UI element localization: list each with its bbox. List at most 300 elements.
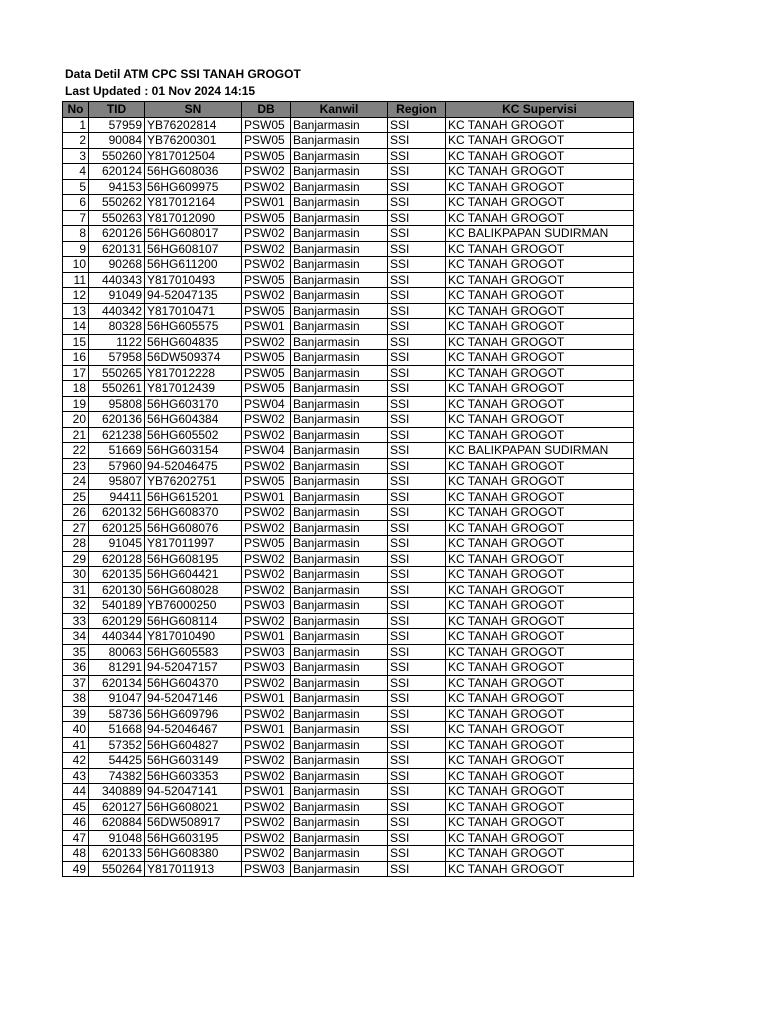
cell-tid: 51668 — [89, 722, 145, 738]
cell-tid: 550263 — [89, 210, 145, 226]
cell-sn: 56HG608021 — [145, 799, 242, 815]
table-row — [63, 210, 634, 226]
cell-no: 16 — [63, 350, 89, 366]
cell-kc-supervisi: KC TANAH GROGOT — [446, 551, 634, 567]
cell-db: PSW02 — [242, 830, 291, 846]
cell-kanwil: Banjarmasin — [291, 784, 388, 800]
cell-kc-supervisi: KC TANAH GROGOT — [446, 319, 634, 335]
cell-kc-supervisi: KC TANAH GROGOT — [446, 846, 634, 862]
table-row — [63, 567, 634, 583]
cell-db: PSW02 — [242, 768, 291, 784]
cell-db: PSW02 — [242, 257, 291, 273]
cell-region: SSI — [388, 536, 446, 552]
cell-no: 17 — [63, 365, 89, 381]
cell-region: SSI — [388, 350, 446, 366]
cell-kc-supervisi: KC TANAH GROGOT — [446, 334, 634, 350]
cell-kc-supervisi: KC TANAH GROGOT — [446, 830, 634, 846]
cell-sn: 56HG608028 — [145, 582, 242, 598]
cell-tid: 80328 — [89, 319, 145, 335]
cell-kanwil: Banjarmasin — [291, 660, 388, 676]
cell-tid: 620135 — [89, 567, 145, 583]
table-row — [63, 613, 634, 629]
cell-region: SSI — [388, 412, 446, 428]
cell-tid: 94153 — [89, 179, 145, 195]
table-row — [63, 644, 634, 660]
cell-db: PSW04 — [242, 396, 291, 412]
column-header-kc-supervisi: KC Supervisi — [446, 102, 634, 118]
cell-sn: 56HG603353 — [145, 768, 242, 784]
cell-tid: 95807 — [89, 474, 145, 490]
cell-db: PSW01 — [242, 629, 291, 645]
table-row — [63, 505, 634, 521]
cell-kanwil: Banjarmasin — [291, 830, 388, 846]
cell-kanwil: Banjarmasin — [291, 226, 388, 242]
table-row — [63, 365, 634, 381]
cell-db: PSW05 — [242, 210, 291, 226]
cell-tid: 620129 — [89, 613, 145, 629]
cell-tid: 90268 — [89, 257, 145, 273]
cell-tid: 74382 — [89, 768, 145, 784]
cell-kc-supervisi: KC TANAH GROGOT — [446, 582, 634, 598]
cell-tid: 91047 — [89, 691, 145, 707]
table-row — [63, 799, 634, 815]
cell-sn: Y817010493 — [145, 272, 242, 288]
table-row — [63, 846, 634, 862]
cell-sn: 94-52047157 — [145, 660, 242, 676]
cell-tid: 620127 — [89, 799, 145, 815]
cell-sn: 56HG608076 — [145, 520, 242, 536]
cell-region: SSI — [388, 241, 446, 257]
cell-region: SSI — [388, 784, 446, 800]
cell-sn: Y817011997 — [145, 536, 242, 552]
cell-region: SSI — [388, 179, 446, 195]
cell-sn: 56DW509374 — [145, 350, 242, 366]
cell-tid: 540189 — [89, 598, 145, 614]
cell-kanwil: Banjarmasin — [291, 412, 388, 428]
cell-sn: 56HG608380 — [145, 846, 242, 862]
cell-no: 3 — [63, 148, 89, 164]
cell-no: 19 — [63, 396, 89, 412]
cell-no: 15 — [63, 334, 89, 350]
cell-db: PSW02 — [242, 582, 291, 598]
cell-db: PSW02 — [242, 520, 291, 536]
cell-tid: 340889 — [89, 784, 145, 800]
cell-kanwil: Banjarmasin — [291, 272, 388, 288]
cell-kc-supervisi: KC TANAH GROGOT — [446, 706, 634, 722]
table-row — [63, 675, 634, 691]
cell-no: 8 — [63, 226, 89, 242]
cell-region: SSI — [388, 644, 446, 660]
cell-region: SSI — [388, 613, 446, 629]
cell-db: PSW01 — [242, 691, 291, 707]
cell-db: PSW05 — [242, 148, 291, 164]
cell-sn: 56HG609975 — [145, 179, 242, 195]
cell-db: PSW05 — [242, 536, 291, 552]
cell-no: 42 — [63, 753, 89, 769]
cell-no: 11 — [63, 272, 89, 288]
cell-db: PSW01 — [242, 489, 291, 505]
cell-tid: 620136 — [89, 412, 145, 428]
cell-region: SSI — [388, 722, 446, 738]
cell-kc-supervisi: KC TANAH GROGOT — [446, 567, 634, 583]
table-row — [63, 489, 634, 505]
cell-kc-supervisi: KC TANAH GROGOT — [446, 458, 634, 474]
table-row — [63, 737, 634, 753]
cell-kc-supervisi: KC TANAH GROGOT — [446, 505, 634, 521]
cell-kc-supervisi: KC TANAH GROGOT — [446, 722, 634, 738]
cell-no: 10 — [63, 257, 89, 273]
cell-kc-supervisi: KC TANAH GROGOT — [446, 195, 634, 211]
cell-sn: 56HG605502 — [145, 427, 242, 443]
cell-kc-supervisi: KC TANAH GROGOT — [446, 598, 634, 614]
cell-no: 18 — [63, 381, 89, 397]
cell-sn: 56HG605583 — [145, 644, 242, 660]
cell-db: PSW02 — [242, 288, 291, 304]
cell-kc-supervisi: KC TANAH GROGOT — [446, 799, 634, 815]
cell-db: PSW03 — [242, 861, 291, 877]
table-row — [63, 179, 634, 195]
cell-db: PSW01 — [242, 319, 291, 335]
column-header-kanwil: Kanwil — [291, 102, 388, 118]
cell-db: PSW02 — [242, 241, 291, 257]
cell-kanwil: Banjarmasin — [291, 319, 388, 335]
cell-no: 41 — [63, 737, 89, 753]
cell-no: 49 — [63, 861, 89, 877]
cell-kc-supervisi: KC TANAH GROGOT — [446, 815, 634, 831]
cell-db: PSW01 — [242, 722, 291, 738]
cell-kc-supervisi: KC TANAH GROGOT — [446, 117, 634, 133]
cell-no: 1 — [63, 117, 89, 133]
table-row — [63, 691, 634, 707]
cell-kanwil: Banjarmasin — [291, 164, 388, 180]
cell-kanwil: Banjarmasin — [291, 737, 388, 753]
cell-sn: 56HG611200 — [145, 257, 242, 273]
table-row — [63, 164, 634, 180]
cell-no: 4 — [63, 164, 89, 180]
cell-region: SSI — [388, 691, 446, 707]
cell-region: SSI — [388, 489, 446, 505]
cell-region: SSI — [388, 551, 446, 567]
table-row — [63, 629, 634, 645]
cell-db: PSW02 — [242, 675, 291, 691]
cell-region: SSI — [388, 753, 446, 769]
cell-kc-supervisi: KC BALIKPAPAN SUDIRMAN — [446, 226, 634, 242]
cell-region: SSI — [388, 303, 446, 319]
cell-kanwil: Banjarmasin — [291, 489, 388, 505]
cell-kanwil: Banjarmasin — [291, 582, 388, 598]
cell-no: 48 — [63, 846, 89, 862]
table-row — [63, 133, 634, 149]
table-row — [63, 412, 634, 428]
cell-tid: 620128 — [89, 551, 145, 567]
cell-region: SSI — [388, 768, 446, 784]
table-row — [63, 427, 634, 443]
table-body — [63, 117, 634, 877]
cell-db: PSW05 — [242, 350, 291, 366]
cell-kc-supervisi: KC TANAH GROGOT — [446, 210, 634, 226]
cell-kc-supervisi: KC TANAH GROGOT — [446, 613, 634, 629]
cell-tid: 1122 — [89, 334, 145, 350]
cell-region: SSI — [388, 675, 446, 691]
cell-tid: 550265 — [89, 365, 145, 381]
cell-db: PSW02 — [242, 846, 291, 862]
cell-kanwil: Banjarmasin — [291, 117, 388, 133]
table-row — [63, 272, 634, 288]
cell-kc-supervisi: KC TANAH GROGOT — [446, 536, 634, 552]
cell-no: 36 — [63, 660, 89, 676]
cell-kc-supervisi: KC TANAH GROGOT — [446, 396, 634, 412]
cell-kanwil: Banjarmasin — [291, 691, 388, 707]
cell-kanwil: Banjarmasin — [291, 365, 388, 381]
cell-no: 30 — [63, 567, 89, 583]
cell-sn: Y817012504 — [145, 148, 242, 164]
cell-kc-supervisi: KC TANAH GROGOT — [446, 427, 634, 443]
table-row — [63, 303, 634, 319]
cell-region: SSI — [388, 458, 446, 474]
cell-kanwil: Banjarmasin — [291, 396, 388, 412]
cell-kc-supervisi: KC TANAH GROGOT — [446, 660, 634, 676]
cell-no: 32 — [63, 598, 89, 614]
cell-tid: 57959 — [89, 117, 145, 133]
cell-region: SSI — [388, 861, 446, 877]
cell-no: 14 — [63, 319, 89, 335]
cell-kc-supervisi: KC TANAH GROGOT — [446, 691, 634, 707]
column-header-region: Region — [388, 102, 446, 118]
last-updated-text: Last Updated : 01 Nov 2024 14:15 — [65, 84, 256, 98]
column-header-db: DB — [242, 102, 291, 118]
cell-no: 2 — [63, 133, 89, 149]
table-row — [63, 582, 634, 598]
cell-tid: 91045 — [89, 536, 145, 552]
cell-tid: 94411 — [89, 489, 145, 505]
cell-kanwil: Banjarmasin — [291, 551, 388, 567]
cell-no: 40 — [63, 722, 89, 738]
cell-tid: 620884 — [89, 815, 145, 831]
table-row — [63, 396, 634, 412]
cell-kc-supervisi: KC TANAH GROGOT — [446, 272, 634, 288]
cell-no: 5 — [63, 179, 89, 195]
cell-kanwil: Banjarmasin — [291, 350, 388, 366]
cell-region: SSI — [388, 257, 446, 273]
cell-region: SSI — [388, 164, 446, 180]
cell-kc-supervisi: KC TANAH GROGOT — [446, 303, 634, 319]
cell-kanwil: Banjarmasin — [291, 768, 388, 784]
cell-sn: 94-52046475 — [145, 458, 242, 474]
cell-sn: 56HG604384 — [145, 412, 242, 428]
cell-kanwil: Banjarmasin — [291, 799, 388, 815]
cell-kc-supervisi: KC TANAH GROGOT — [446, 350, 634, 366]
cell-db: PSW03 — [242, 598, 291, 614]
cell-region: SSI — [388, 117, 446, 133]
cell-no: 6 — [63, 195, 89, 211]
cell-region: SSI — [388, 443, 446, 459]
cell-sn: 56HG605575 — [145, 319, 242, 335]
table-row — [63, 474, 634, 490]
cell-tid: 91049 — [89, 288, 145, 304]
cell-kc-supervisi: KC TANAH GROGOT — [446, 288, 634, 304]
cell-tid: 620131 — [89, 241, 145, 257]
cell-tid: 550264 — [89, 861, 145, 877]
cell-db: PSW04 — [242, 443, 291, 459]
cell-kanwil: Banjarmasin — [291, 861, 388, 877]
cell-db: PSW02 — [242, 334, 291, 350]
cell-no: 29 — [63, 551, 89, 567]
cell-kc-supervisi: KC TANAH GROGOT — [446, 241, 634, 257]
cell-sn: 94-52047146 — [145, 691, 242, 707]
cell-region: SSI — [388, 629, 446, 645]
cell-kc-supervisi: KC TANAH GROGOT — [446, 381, 634, 397]
table-row — [63, 706, 634, 722]
cell-db: PSW02 — [242, 706, 291, 722]
cell-kc-supervisi: KC TANAH GROGOT — [446, 753, 634, 769]
cell-sn: YB76202751 — [145, 474, 242, 490]
cell-kanwil: Banjarmasin — [291, 195, 388, 211]
cell-sn: Y817010471 — [145, 303, 242, 319]
cell-sn: 56HG603149 — [145, 753, 242, 769]
cell-region: SSI — [388, 799, 446, 815]
cell-region: SSI — [388, 396, 446, 412]
table-row — [63, 117, 634, 133]
table-row — [63, 241, 634, 257]
cell-tid: 440342 — [89, 303, 145, 319]
cell-no: 35 — [63, 644, 89, 660]
cell-kanwil: Banjarmasin — [291, 675, 388, 691]
cell-kc-supervisi: KC TANAH GROGOT — [446, 644, 634, 660]
cell-no: 33 — [63, 613, 89, 629]
cell-no: 46 — [63, 815, 89, 831]
cell-kanwil: Banjarmasin — [291, 443, 388, 459]
cell-no: 43 — [63, 768, 89, 784]
table-row — [63, 350, 634, 366]
cell-region: SSI — [388, 737, 446, 753]
cell-no: 28 — [63, 536, 89, 552]
cell-kc-supervisi: KC TANAH GROGOT — [446, 768, 634, 784]
cell-sn: 94-52047141 — [145, 784, 242, 800]
cell-tid: 51669 — [89, 443, 145, 459]
table-row — [63, 381, 634, 397]
cell-no: 27 — [63, 520, 89, 536]
document-title: Data Detil ATM CPC SSI TANAH GROGOT — [65, 67, 301, 81]
cell-tid: 80063 — [89, 644, 145, 660]
cell-tid: 57352 — [89, 737, 145, 753]
table-row — [63, 458, 634, 474]
cell-kanwil: Banjarmasin — [291, 427, 388, 443]
cell-region: SSI — [388, 195, 446, 211]
cell-db: PSW05 — [242, 474, 291, 490]
cell-no: 20 — [63, 412, 89, 428]
cell-tid: 620125 — [89, 520, 145, 536]
cell-db: PSW02 — [242, 427, 291, 443]
cell-kanwil: Banjarmasin — [291, 257, 388, 273]
cell-db: PSW05 — [242, 117, 291, 133]
cell-kc-supervisi: KC BALIKPAPAN SUDIRMAN — [446, 443, 634, 459]
cell-kanwil: Banjarmasin — [291, 133, 388, 149]
cell-kanwil: Banjarmasin — [291, 753, 388, 769]
cell-region: SSI — [388, 288, 446, 304]
cell-sn: Y817012228 — [145, 365, 242, 381]
cell-no: 37 — [63, 675, 89, 691]
cell-no: 44 — [63, 784, 89, 800]
cell-region: SSI — [388, 505, 446, 521]
cell-tid: 57958 — [89, 350, 145, 366]
cell-kanwil: Banjarmasin — [291, 644, 388, 660]
cell-db: PSW05 — [242, 272, 291, 288]
cell-kc-supervisi: KC TANAH GROGOT — [446, 133, 634, 149]
cell-region: SSI — [388, 830, 446, 846]
cell-tid: 620132 — [89, 505, 145, 521]
column-header-sn: SN — [145, 102, 242, 118]
cell-kc-supervisi: KC TANAH GROGOT — [446, 474, 634, 490]
table-row — [63, 551, 634, 567]
table-row — [63, 660, 634, 676]
cell-kanwil: Banjarmasin — [291, 520, 388, 536]
cell-kc-supervisi: KC TANAH GROGOT — [446, 412, 634, 428]
cell-region: SSI — [388, 567, 446, 583]
table-row — [63, 815, 634, 831]
cell-kanwil: Banjarmasin — [291, 536, 388, 552]
cell-kanwil: Banjarmasin — [291, 241, 388, 257]
cell-kc-supervisi: KC TANAH GROGOT — [446, 629, 634, 645]
cell-kanwil: Banjarmasin — [291, 846, 388, 862]
cell-region: SSI — [388, 319, 446, 335]
table-row — [63, 861, 634, 877]
table-row — [63, 753, 634, 769]
cell-db: PSW05 — [242, 365, 291, 381]
cell-sn: 56HG604835 — [145, 334, 242, 350]
cell-kc-supervisi: KC TANAH GROGOT — [446, 179, 634, 195]
table-row — [63, 598, 634, 614]
cell-sn: Y817012439 — [145, 381, 242, 397]
cell-sn: 56HG608107 — [145, 241, 242, 257]
cell-db: PSW02 — [242, 179, 291, 195]
cell-no: 12 — [63, 288, 89, 304]
cell-kanwil: Banjarmasin — [291, 598, 388, 614]
cell-kanwil: Banjarmasin — [291, 629, 388, 645]
cell-region: SSI — [388, 133, 446, 149]
cell-region: SSI — [388, 226, 446, 242]
cell-kc-supervisi: KC TANAH GROGOT — [446, 861, 634, 877]
cell-db: PSW01 — [242, 195, 291, 211]
cell-sn: YB76202814 — [145, 117, 242, 133]
cell-db: PSW03 — [242, 660, 291, 676]
cell-kanwil: Banjarmasin — [291, 334, 388, 350]
cell-region: SSI — [388, 427, 446, 443]
cell-region: SSI — [388, 582, 446, 598]
cell-tid: 620134 — [89, 675, 145, 691]
cell-region: SSI — [388, 334, 446, 350]
cell-sn: 56HG603170 — [145, 396, 242, 412]
cell-kc-supervisi: KC TANAH GROGOT — [446, 365, 634, 381]
atm-data-table — [62, 101, 634, 877]
cell-tid: 621238 — [89, 427, 145, 443]
cell-no: 34 — [63, 629, 89, 645]
cell-db: PSW05 — [242, 303, 291, 319]
cell-region: SSI — [388, 846, 446, 862]
cell-no: 13 — [63, 303, 89, 319]
table-row — [63, 148, 634, 164]
cell-kanwil: Banjarmasin — [291, 815, 388, 831]
table-row — [63, 334, 634, 350]
cell-no: 38 — [63, 691, 89, 707]
cell-db: PSW05 — [242, 381, 291, 397]
cell-sn: 56HG604827 — [145, 737, 242, 753]
cell-sn: Y817012164 — [145, 195, 242, 211]
cell-sn: 94-52047135 — [145, 288, 242, 304]
cell-kanwil: Banjarmasin — [291, 210, 388, 226]
cell-tid: 620126 — [89, 226, 145, 242]
cell-kanwil: Banjarmasin — [291, 288, 388, 304]
cell-sn: 94-52046467 — [145, 722, 242, 738]
